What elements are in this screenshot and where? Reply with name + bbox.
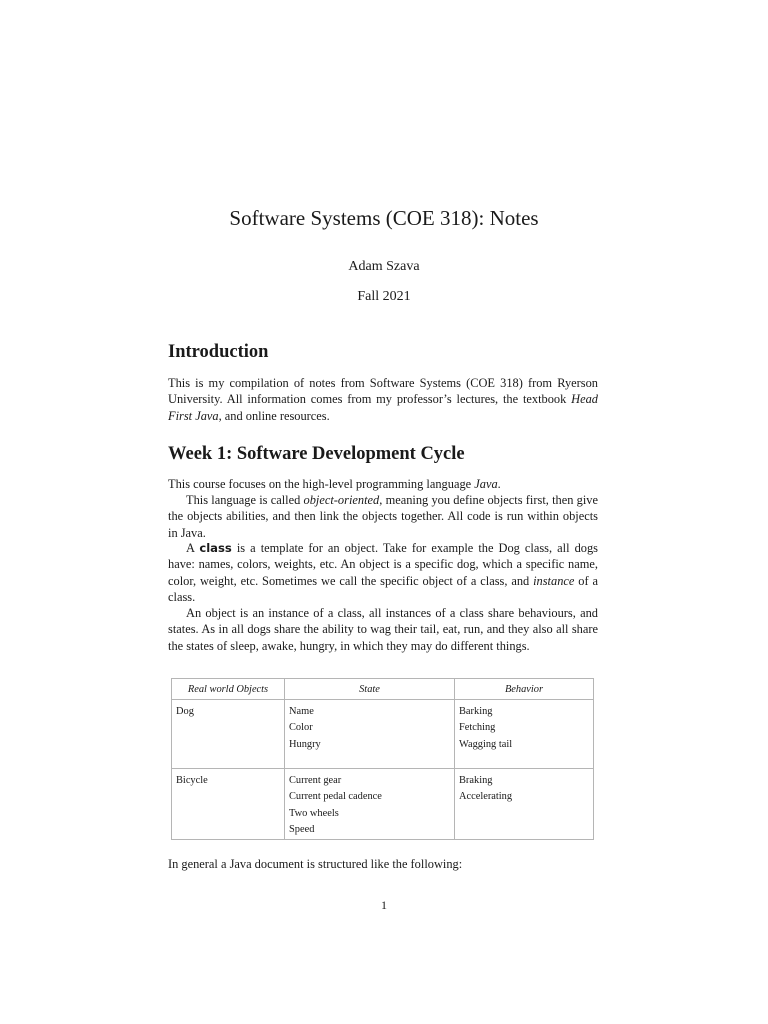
p1-text-start: This course focuses on the high-level programming language <box>168 477 475 491</box>
p2-text-end: , meaning you define objects first, then give the objects abilities, and then link the objects together. All code is run within objects in Java. <box>168 493 598 540</box>
state-item: Current gear <box>289 775 342 786</box>
state-item: Hungry <box>289 738 321 750</box>
table-header-state: State <box>285 679 455 700</box>
section-heading-introduction: Introduction <box>168 342 269 362</box>
intro-text-end: , and online resources. <box>218 408 330 423</box>
intro-text-start: This is my compilation of notes from Software Systems (COE 318) from Ryerson University. All information comes from my professor’s lectures, the textbook <box>168 376 598 407</box>
p2-text-start: This language is called <box>186 493 304 507</box>
behavior-item: Barking <box>459 706 493 717</box>
state-item: Name <box>289 706 314 717</box>
behavior-item: Fetching <box>459 722 496 734</box>
page-number: 1 <box>381 898 387 912</box>
week1-paragraph-1 <box>168 476 598 492</box>
table-header-objects: Real world Objects <box>172 679 285 700</box>
table-cell-behaviors <box>455 769 594 840</box>
section-heading-week1: Week 1: Software Development Cycle <box>168 444 465 464</box>
state-item: Current pedal cadence <box>289 791 382 803</box>
state-item: Speed <box>289 824 315 836</box>
document-date: Fall 2021 <box>357 289 411 304</box>
table-cell-states <box>285 700 455 769</box>
document-title: Software Systems (COE 318): Notes <box>229 206 539 230</box>
state-item: Two wheels <box>289 807 339 819</box>
week1-paragraph-3 <box>168 540 598 605</box>
p3-keyword-class: class <box>199 541 232 555</box>
table-row <box>172 700 594 769</box>
object-name: Dog <box>176 706 194 717</box>
week1-paragraph-4: An object is an instance of a class, all instances of a class share behaviours, and states. As in all dogs share the ability to wag their tail, eat, run, and they also all share the states of sleep, awake, hungry, in which they may do different things. <box>168 606 598 653</box>
objects-table <box>171 678 594 840</box>
behavior-item: Accelerating <box>459 791 513 803</box>
table-header-row <box>172 679 594 700</box>
behavior-item: Braking <box>459 775 493 786</box>
object-name: Bicycle <box>176 775 208 786</box>
author-name: Adam Szava <box>348 259 420 274</box>
behavior-item: Wagging tail <box>459 738 513 750</box>
state-item: Color <box>289 722 313 734</box>
java-structure-intro: In general a Java document is structured like the following: <box>168 857 463 871</box>
table-cell-behaviors <box>455 700 594 769</box>
introduction-paragraph <box>168 375 598 424</box>
p3-text-a: A <box>186 541 200 555</box>
p2-emphasis-object-oriented: object-oriented <box>303 493 380 507</box>
p1-text-end: . <box>497 477 501 491</box>
textbook-title: Head First Java <box>168 392 598 423</box>
p3-emphasis-instance: instance <box>533 573 575 588</box>
table-cell-states <box>285 769 455 840</box>
week1-paragraph-2 <box>168 492 598 541</box>
table-header-behavior: Behavior <box>455 679 594 700</box>
table-cell-object <box>172 700 285 769</box>
table-row <box>172 769 594 840</box>
table-cell-object <box>172 769 285 840</box>
p3-text-c: of a class. <box>168 573 598 604</box>
p3-text-b: is a template for an object. Take for example the Dog class, all dogs have: names, colors, weights, etc. An object is a specific dog, which a specific name, color, weight, etc. Sometimes we call the specific object of a class, and <box>168 541 598 588</box>
p1-emphasis-java: Java <box>474 477 498 491</box>
